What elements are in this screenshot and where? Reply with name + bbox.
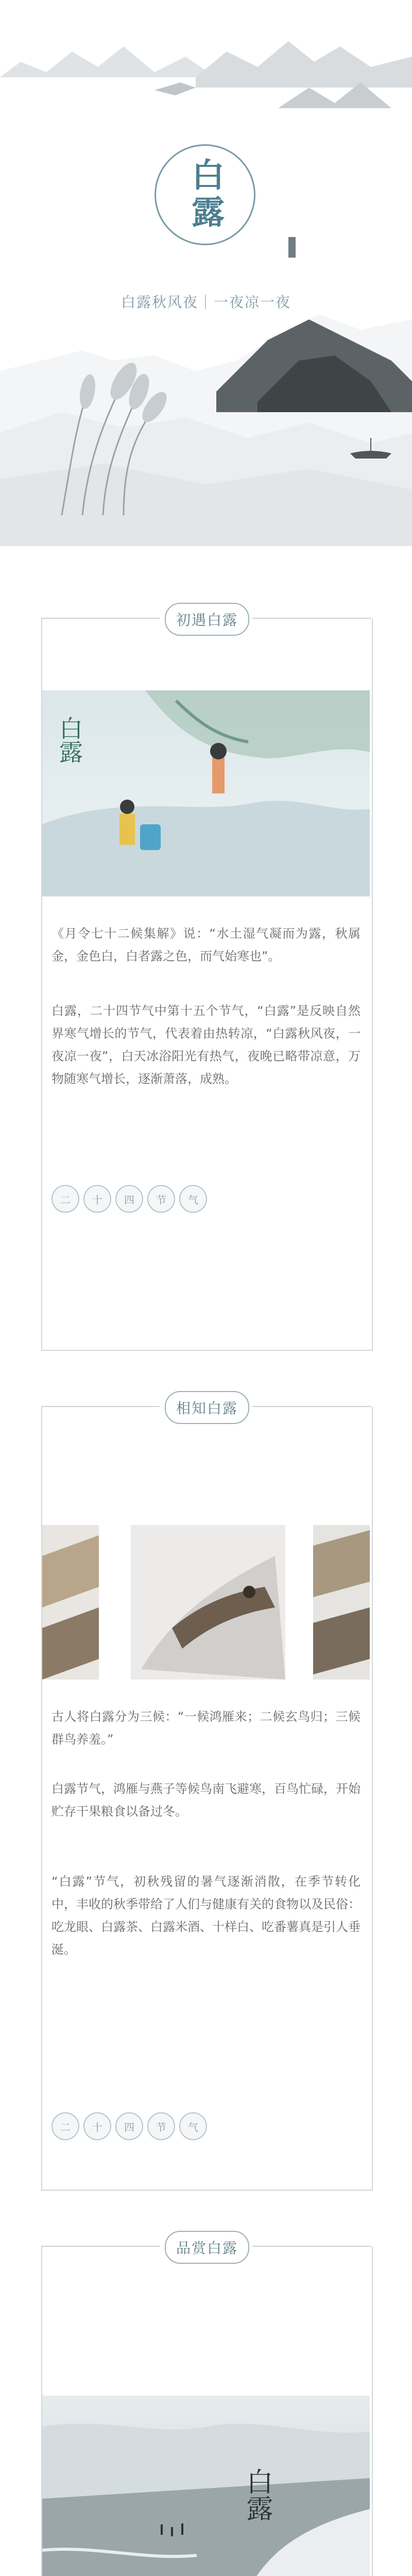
section3-image <box>42 2396 370 2576</box>
circle-char: 十 <box>83 2112 111 2140</box>
section1-paragraph-1: 《月令七十二候集解》说：“水土湿气凝而为露，秋属金，金色白，白者露之色，而气始寒也”。 <box>52 926 360 963</box>
hero-section <box>0 0 412 546</box>
section3-image-label: 白露 <box>242 2468 272 2521</box>
circle-char: 节 <box>147 1185 175 1213</box>
section1-badge: 初遇白露 <box>165 603 249 636</box>
circle-char: 气 <box>179 2112 207 2140</box>
section2-image-left <box>42 1525 99 1680</box>
circle-char: 二 <box>52 1185 79 1213</box>
hero-title: 白露 <box>186 158 225 232</box>
section2-image-right <box>313 1525 370 1680</box>
section1-image-label: 白露 <box>56 716 83 764</box>
circle-char: 二 <box>52 2112 79 2140</box>
section1-circle-row <box>52 1185 207 1213</box>
section2-badge: 相知白露 <box>165 1391 249 1424</box>
section1-paragraph-2: 白露，二十四节气中第十五个节气，“白露”是反映自然界寒气增长的节气，代表着由热转凉，“白露秋风夜，一夜凉一夜”，白天冰浴阳光有热气，夜晚已略带凉意，万物随寒气增长，逐渐萧落，成熟。 <box>52 1004 360 1086</box>
hero-title-circle <box>154 144 255 245</box>
ink-landscape-illustration <box>0 0 412 546</box>
section2-image-center <box>131 1525 285 1680</box>
section2-circle-row <box>52 2112 207 2140</box>
section2-paragraph-2: 白露节气，鸿雁与燕子等候鸟南飞避寒，百鸟忙碌，开始贮存干果粮食以备过冬。 <box>52 1782 360 1819</box>
section2-paragraph-3: “白露”节气，初秋残留的暑气逐渐消散，在季节转化中，丰收的秋季带给了人们与健康有关的食物以及民俗：吃龙眼、白露茶、白露米酒、十样白、吃番薯真是引人垂涎。 <box>52 1874 360 1957</box>
circle-char: 十 <box>83 1185 111 1213</box>
circle-char: 四 <box>115 1185 143 1213</box>
hero-subtitle: 白露秋风夜｜一夜凉一夜 <box>121 294 291 311</box>
circle-char: 节 <box>147 2112 175 2140</box>
section3-badge: 品赏白露 <box>165 2231 249 2264</box>
section1-image <box>42 690 370 896</box>
circle-char: 四 <box>115 2112 143 2140</box>
circle-char: 气 <box>179 1185 207 1213</box>
section2-paragraph-1: 古人将白露分为三候：“一候鸿雁来；二候玄鸟归；三候群鸟养羞。” <box>52 1709 360 1747</box>
